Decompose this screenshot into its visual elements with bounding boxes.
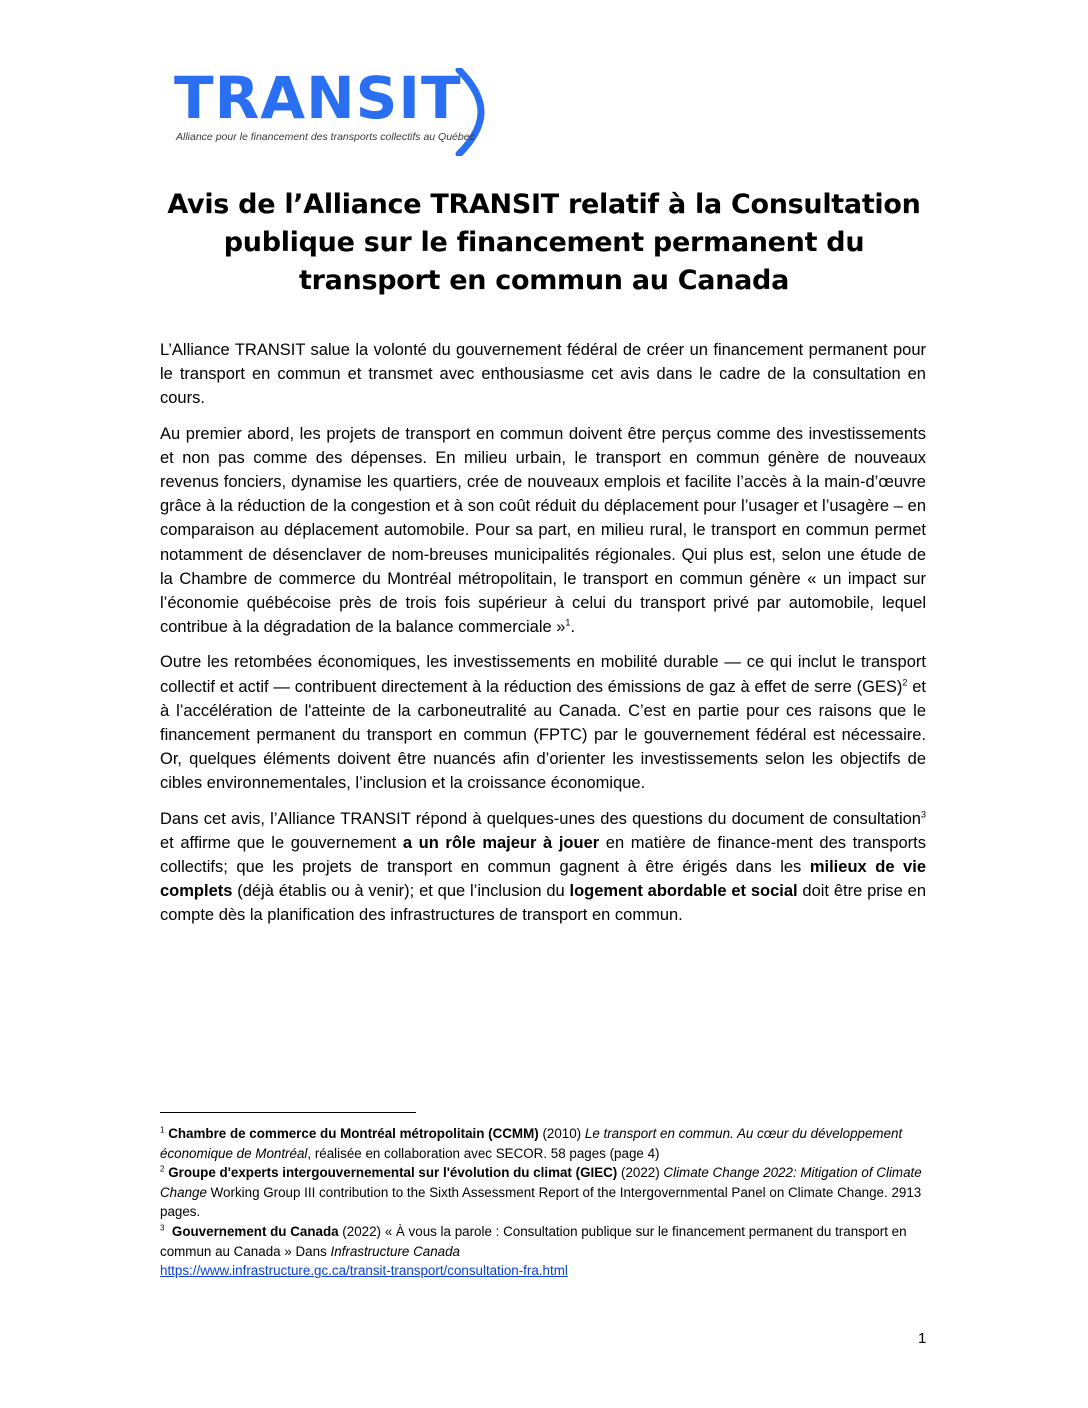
footnote-ref-2[interactable]: 2	[902, 677, 908, 688]
paragraph-intro: L’Alliance TRANSIT salue la volonté du gouvernement fédéral de créer un financement permanent pour le transport en commun et transmet avec enthousiasme cet avis dans le cadre de la consultation en cours.	[160, 341, 926, 408]
emphasis-role: a un rôle majeur à jouer	[402, 833, 600, 852]
footnote-2: $^2$ Groupe d'experts intergouvernemental sur l'évolution du climat (GIEC) (2022) Climate Change 2022: Mitigation of Climate Change Working Group III contribution to the Sixth Assessment Report of the Intergovernmental Panel on Climate Change. 2913 pages.	[160, 1164, 922, 1220]
paragraph-summary: Dans cet avis, l’Alliance TRANSIT répond à quelques-unes des questions du document de consultation$^3$ et affirme que le gouvernement a un rôle majeur à jouer en matière de finance-ment des transports collectifs; que les projets de transport en commun gagnent à être érigés dans les milieux de vie complets (déjà établis ou à venir); et que l’inclusion du logement abordable et social doit être prise en compte dès la planification des infrastructures de transport en commun.	[160, 809, 926, 925]
emphasis-logement: logement abordable et social	[569, 882, 798, 901]
transit-logo	[174, 66, 494, 158]
footnotes	[160, 1124, 926, 1281]
page-number: 1	[918, 1330, 927, 1347]
paragraph-investments: Au premier abord, les projets de transport en commun doivent être perçus comme des investissements et non pas comme des dépenses. En milieu urbain, le transport en commun génère de nouveaux revenus fonciers, dynamise les quartiers, crée de nouveaux emplois et facilite l’accès à la main-d’œuvre grâce à la réduction de la congestion et à son coût réduit du déplacement pour l’usager et l’usagère – en comparaison au déplacement automobile. Pour sa part, en milieu rural, le transport en commun permet notamment de désenclaver de nom-breuses municipalités régionales. Qui plus est, selon une étude de la Chambre de commerce du Montréal métropolitain, le transport en commun génère « un impact sur l’économie québécoise près de trois fois supérieur à celui du transport privé par automobile, lequel contribue à la dégradation de la balance commerciale »$^1$.	[160, 424, 926, 637]
footnote-ref-3[interactable]: 3	[920, 809, 926, 820]
logo-tagline: Alliance pour le financement des transports collectifs au Québec	[176, 131, 475, 143]
paragraph-benefits: Outre les retombées économiques, les investissements en mobilité durable — ce qui inclut le transport collectif et actif — contribuent directement à la réduction des émissions de gaz à effet de serre (GES)$^2$ et à l’accélération de l'atteinte de la carboneutralité au Canada. C’est en partie pour ces raisons que le financement permanent du transport en commun (FPTC) par le gouvernement fédéral est nécessaire. Or, quelques éléments doivent être nuancés afin d’orienter les investissements selon les objectifs de cibles environnementales, l’inclusion et la croissance économique.	[160, 653, 926, 793]
footnote-3: $^3$ Gouvernement du Canada (2022) « À vous la parole : Consultation publique sur le financement permanent du transport en commun au Canada » Dans Infrastructure Canada https://www.infrastructure.gc.ca/transit-transport/consultation-fra.html	[160, 1223, 907, 1279]
footnote-ref-1[interactable]: 1	[565, 617, 571, 628]
footnote-3-link[interactable]: https://www.infrastructure.gc.ca/transit-transport/consultation-fra.html	[160, 1263, 568, 1279]
document-title: Avis de l’Alliance TRANSIT relatif à la Consultation publique sur le financement permanent du transport en commun au Canada	[167, 189, 921, 296]
logo-wordmark: TRANSIT	[174, 64, 462, 132]
document-body	[160, 338, 926, 939]
emphasis-milieux: milieux de vie complets	[160, 858, 926, 901]
footnote-1: $^1$ Chambre de commerce du Montréal métropolitain (CCMM) (2010) Le transport en commun. Au cœur du développement économique de Montréal, réalisée en collaboration avec SECOR. 58 pages (page 4)	[160, 1125, 903, 1161]
footnote-separator	[160, 1112, 416, 1113]
